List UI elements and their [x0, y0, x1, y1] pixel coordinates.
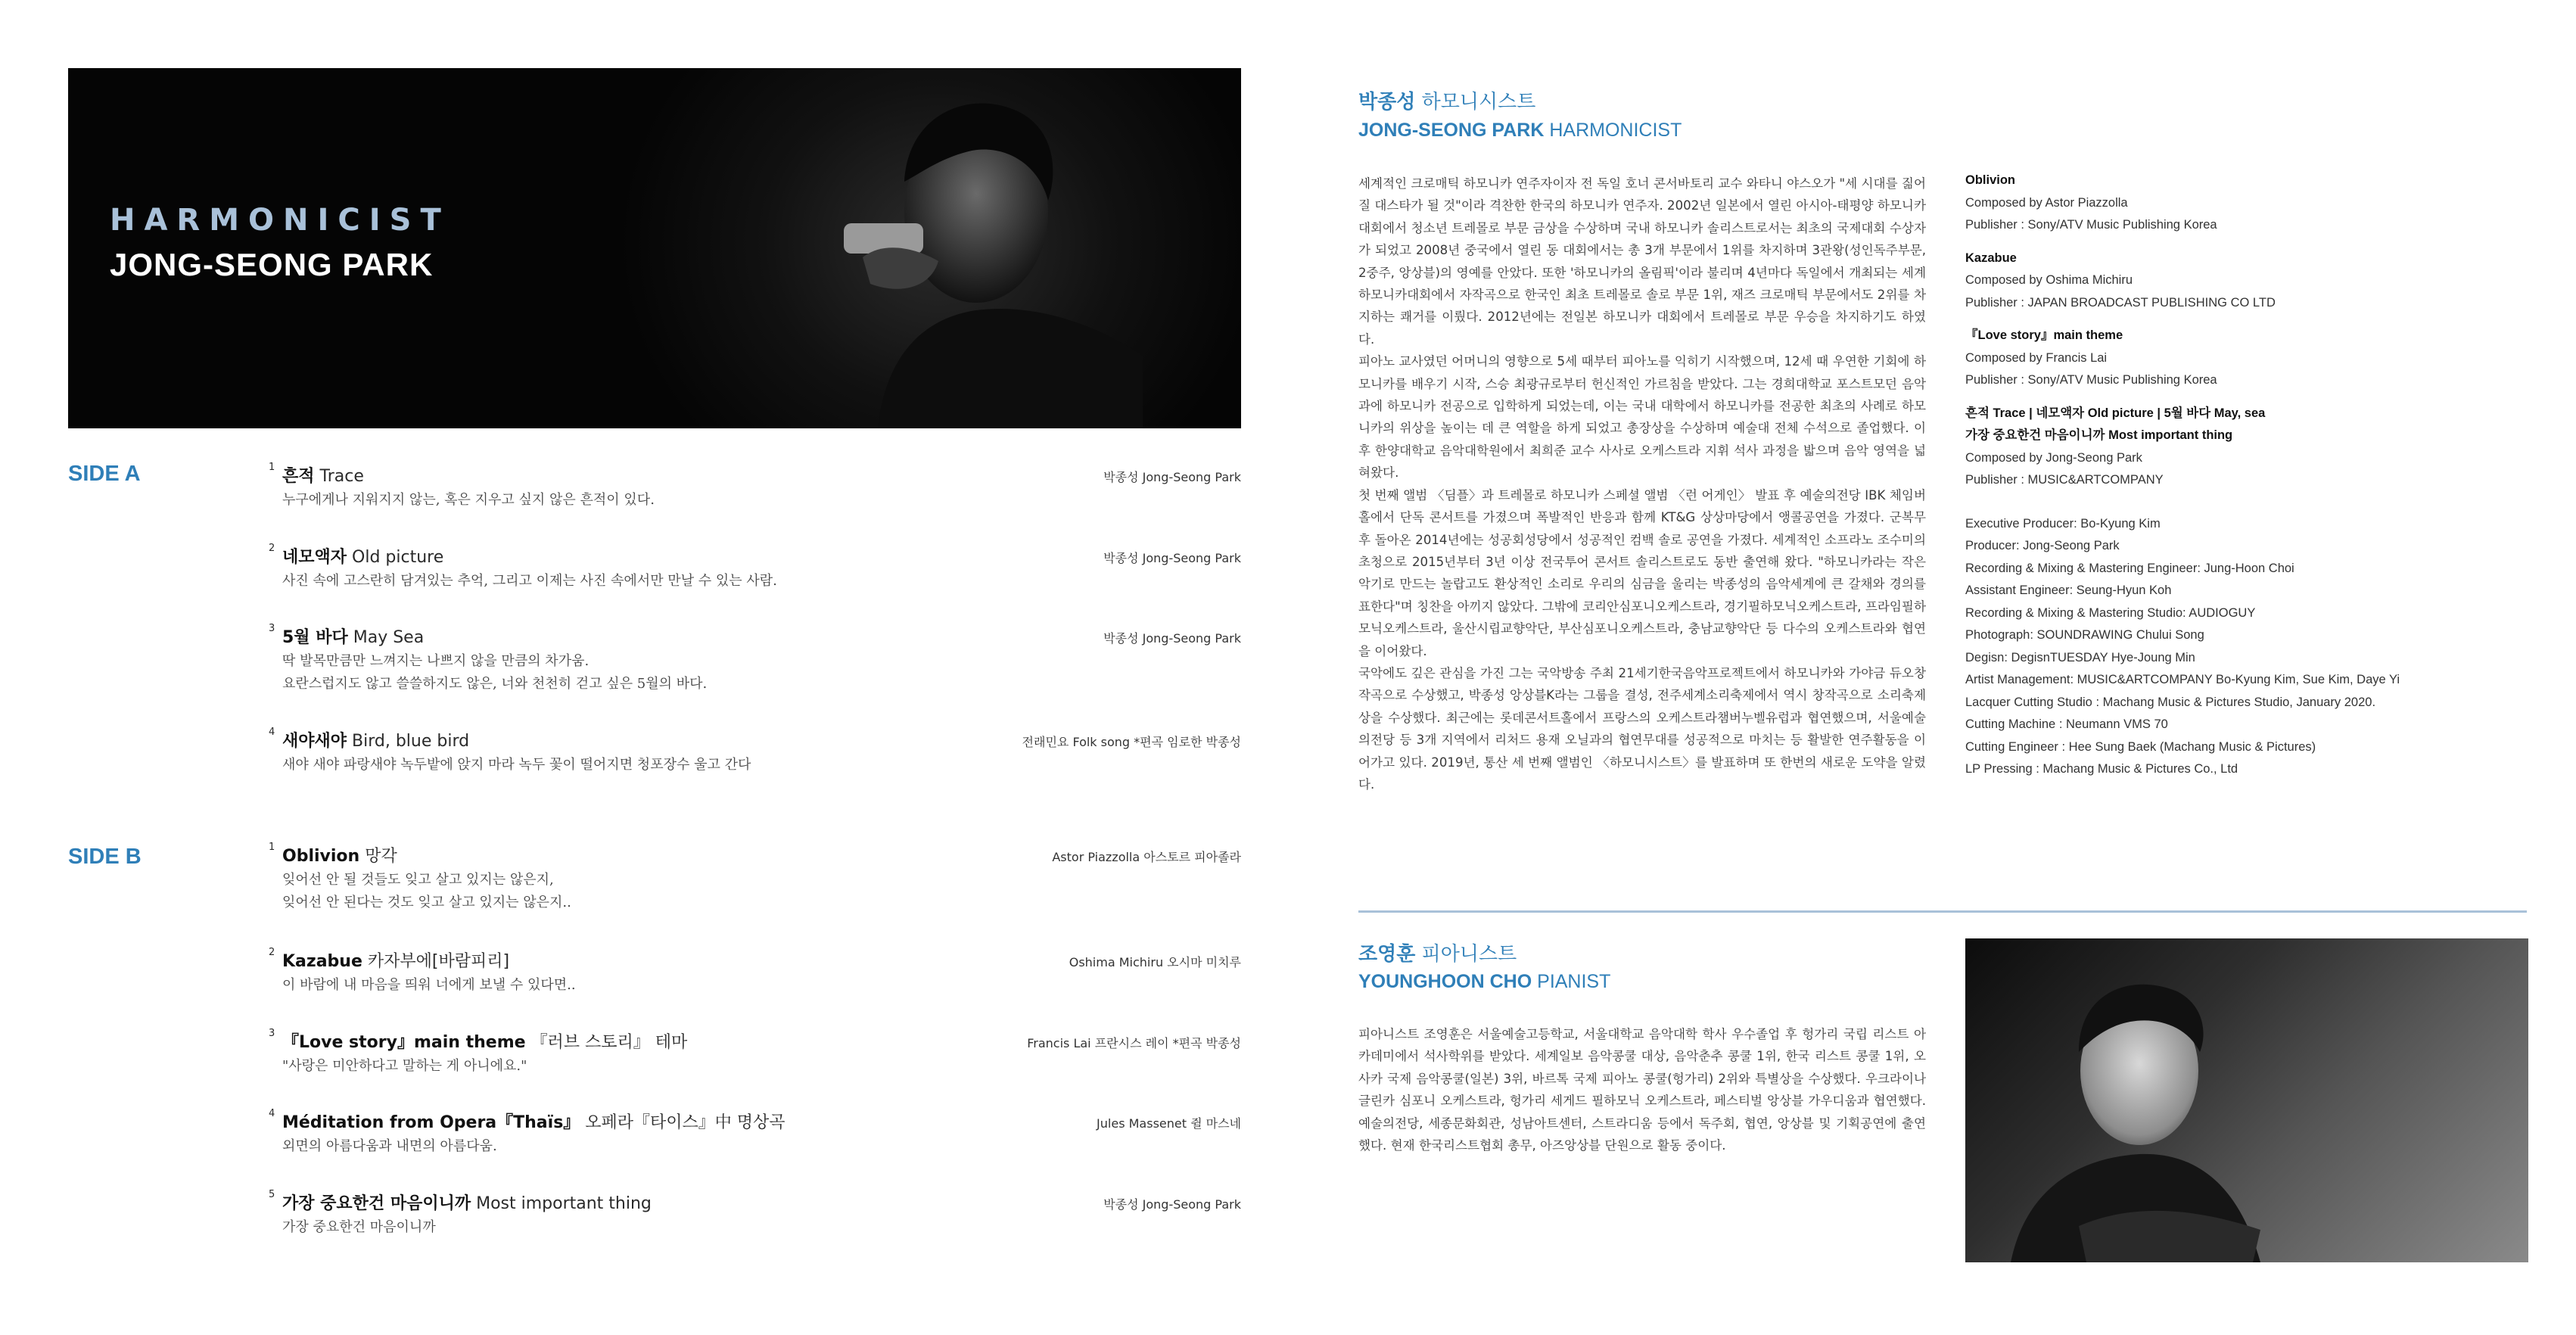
track-credit: 박종성 Jong-Seong Park	[1103, 1197, 1241, 1212]
track-description: 외면의 아름다움과 내면의 아름다움.	[282, 1138, 497, 1154]
track-description: 요란스럽지도 않고 쓸쓸하지도 않은, 너와 천천히 걷고 싶은 5월의 바다.	[282, 676, 708, 692]
credit-block	[1965, 170, 2434, 237]
credit-line: Publisher : MUSIC&ARTCOMPANY	[1965, 473, 2164, 487]
bio-paragraph: 피아니스트 조영훈은 서울예술고등학교, 서울대학교 음악대학 학사 우수졸업 후 헝가리 국립 리스트 아카데미에서 석사학위를 받았다. 세계일보 음악콩쿨 대상, 음악춘추 콩쿨 1위, 한국 리스트 콩쿨 1위, 오사카 국제 음악콩쿨(일본) 3위, 바르톡 국제 피아노 콩쿨(헝가리) 2위와 특별상을 수상했다. 우크라이나 글린카 심포니 오케스트라, 헝가리 세게드 필하모닉 오케스트라, 페스티벌 앙상블 가우디움과 협연했다. 예술의전당, 세종문화회관, 성남아트센터, 스트라디움 등에서 독주회, 협연, 앙상블 및 기획공연에 출연했다. 현재 한국리스트협회 총무, 아즈앙상블 단원으로 활동 중이다.	[1358, 1027, 1926, 1153]
credit-line: Publisher : Sony/ATV Music Publishing Korea	[1965, 218, 2217, 232]
banner-artist-name: JONG-SEONG PARK	[110, 247, 434, 282]
staff-line: LP Pressing : Machang Music & Pictures Co., Ltd	[1965, 762, 2238, 776]
harmonicist-heading-ko: 박종성 하모니시스트	[1358, 91, 1536, 114]
track-number: 2	[269, 543, 275, 554]
track-credit: Jules Massenet 쥘 마스네	[1097, 1116, 1241, 1131]
credit-line: Publisher : Sony/ATV Music Publishing Korea	[1965, 373, 2217, 387]
track-number: 1	[269, 842, 275, 853]
credit-block	[1965, 247, 2434, 315]
track-title: Kazabue 카자부에[바람피리]	[282, 952, 510, 971]
track-b2	[269, 948, 1241, 997]
track-credit: 전래민요 Folk song *편곡 임로한 박종성	[1022, 735, 1241, 749]
track-number: 1	[269, 462, 275, 473]
track-title: Méditation from Opera『Thaïs』 오페라『타이스』中 명상곡	[282, 1113, 786, 1132]
staff-line: Recording & Mixing & Mastering Studio: AUDIOGUY	[1965, 605, 2256, 620]
track-description: 새야 새야 파랑새야 녹두밭에 앉지 마라 녹두 꽃이 떨어지면 청포장수 울고 간다	[282, 757, 751, 773]
credit-title: Oblivion	[1965, 173, 2015, 187]
credit-line: Composed by Astor Piazzolla	[1965, 195, 2128, 210]
track-title: 5월 바다 May Sea	[282, 628, 425, 647]
harmonicist-heading-en: JONG-SEONG PARK HARMONICIST	[1358, 120, 1682, 141]
side-a-label: SIDE A	[68, 462, 141, 486]
track-credit: 박종성 Jong-Seong Park	[1103, 470, 1241, 484]
track-description: 누구에게나 지워지지 않는, 혹은 지우고 싶지 않은 흔적이 있다.	[282, 492, 655, 508]
track-credit: Astor Piazzolla 아스토르 피아졸라	[1052, 850, 1241, 864]
track-title: 가장 중요한건 마음이니까 Most important thing	[282, 1194, 652, 1213]
track-description: 딱 발목만큼만 느껴지는 나쁘지 않을 만큼의 차가움.	[282, 653, 590, 669]
track-number: 4	[269, 1108, 275, 1119]
track-title: 흔적 Trace	[282, 467, 364, 486]
track-credit: 박종성 Jong-Seong Park	[1103, 551, 1241, 565]
staff-line: Photograph: SOUNDRAWING Chului Song	[1965, 628, 2204, 642]
track-number: 3	[269, 1028, 275, 1039]
credit-title: Kazabue	[1965, 251, 2017, 265]
credit-title: 흔적 Trace | 네모액자 Old picture | 5월 바다 May, sea	[1965, 406, 2266, 420]
track-a3	[269, 624, 1241, 696]
track-title: 『Love story』main theme 『러브 스토리』 테마	[282, 1033, 688, 1052]
staff-line: Degisn: DegisnTUESDAY Hye-Joung Min	[1965, 650, 2195, 664]
pianist-figure	[1965, 938, 2528, 1262]
track-b1	[269, 843, 1241, 914]
track-number: 5	[269, 1189, 275, 1200]
staff-line: Executive Producer: Bo-Kyung Kim	[1965, 516, 2161, 531]
credit-title: 『Love story』main theme	[1965, 328, 2123, 342]
staff-line: Artist Management: MUSIC&ARTCOMPANY Bo-Kyung Kim, Sue Kim, Daye Yi	[1965, 673, 2400, 686]
credit-line: Composed by Oshima Michiru	[1965, 273, 2133, 287]
track-number: 3	[269, 623, 275, 634]
staff-line: Assistant Engineer: Seung-Hyun Koh	[1965, 583, 2172, 597]
album-credits	[1965, 170, 2434, 781]
bio-paragraph: 국악에도 깊은 관심을 가진 그는 국악방송 주최 21세기한국음악프로젝트에서 하모니카와 가야금 듀오창작곡으로 수상했고, 박종성 앙상블K라는 그룹을 결성, 전주세계소리축제에서 역시 창작곡으로 소리축제상을 수상했다. 최근에는 롯데콘서트홀에서 프랑스의 오케스트라챔버누벨유럽과 협연했으며, 서울예술의전당 등 3개 지역에서 리처드 용재 오닐과의 협연무대를 성공적으로 마치는 등 활발한 연주활동을 이어가고 있다. 2019년, 통산 세 번째 앨범인 〈하모니시스트〉를 발표하며 또 한번의 새로운 도약을 알렸다.	[1358, 665, 1926, 792]
track-a4	[269, 728, 1241, 776]
cover-banner	[68, 68, 1241, 428]
pianist-heading-en: YOUNGHOON CHO PIANIST	[1358, 971, 1611, 992]
staff-line: Lacquer Cutting Studio : Machang Music & Pictures Studio, January 2020.	[1965, 695, 2376, 709]
pianist-portrait-photo	[1965, 938, 2528, 1262]
credit-block	[1965, 403, 2434, 492]
track-description: 잊어선 안 된다는 것도 잊고 살고 있지는 않은지..	[282, 895, 571, 910]
track-description: 잊어선 안 될 것들도 잊고 살고 있지는 않은지,	[282, 872, 554, 888]
track-number: 4	[269, 727, 275, 738]
track-title: 네모액자 Old picture	[282, 548, 444, 567]
side-b-label: SIDE B	[68, 845, 142, 869]
bio-paragraph: 첫 번째 앨범 〈딤플〉과 트레몰로 하모니카 스페셜 앨범 〈런 어게인〉 발표 후 예술의전당 IBK 체임버홀에서 단독 콘서트를 가졌으며 폭발적인 반응과 함께 KT&G 상상마당에서 앵콜공연을 가졌다. 군복무 후 돌아온 2014년에는 성공회성당에서 성공적인 컴백 솔로 공연을 가졌다. 세계적인 소프라노 조수미의 초청으로 2015년부터 3년 이상 전국투어 콘서트 솔리스트로도 동반 출연해 왔다. "하모니카라는 작은 악기로 만드는 놀랍고도 환상적인 소리로 우리의 심금을 울리는 박종성의 음악세계에 큰 갈채와 경의를 표한다"며 칭찬을 아끼지 않았다. 그밖에 코리안심포니오케스트라, 경기필하모닉오케스트라, 프라임필하모닉오케스트라, 울산시립교향악단, 부산심포니오케스트라, 충남교향악단 등 다수의 오케스트라와 협연을 이어왔다.	[1358, 487, 1926, 658]
bio-paragraph: 세계적인 크로매틱 하모니카 연주자이자 전 독일 호너 콘서바토리 교수 와타니 야스오가 "세 시대를 짊어질 대스타가 될 것"이라 격찬한 한국의 하모니카 연주자. 2002년 일본에서 열린 아시아-태평양 하모니카 대회에서 청소년 트레몰로 부문 금상을 수상하며 국내 하모니카 솔리스트로서는 최초의 국제대회 수상자가 되었고 2008년 중국에서 열린 동 대회에서는 총 3개 부문에서 1위를 차지하며 3관왕(성인독주부문, 2중주, 앙상블)의 영예를 안았다. 또한 '하모니카의 올림픽'이라 불리며 4년마다 독일에서 개최되는 세계 하모니카대회에서 자작곡으로 한국인 최초 트레몰로 솔로 부문 1위, 재즈 크로매틱 부문에서도 2위를 차지하는 쾌거를 이뤘다. 2012년에는 전일본 하모니카 대회에서 트레몰로 부문 우승을 차지하기도 하였다.	[1358, 176, 1926, 347]
pianist-heading-ko: 조영훈 피아니스트	[1358, 943, 1517, 966]
track-description: 이 바람에 내 마음을 띄워 너에게 보낼 수 있다면..	[282, 977, 576, 993]
production-staff	[1965, 513, 2434, 781]
track-description: 가장 중요한건 마음이니까	[282, 1219, 436, 1235]
staff-line: Producer: Jong-Seong Park	[1965, 539, 2120, 552]
track-number: 2	[269, 947, 275, 958]
harmonicist-portrait-photo	[749, 68, 1143, 428]
pianist-bio	[1358, 1023, 1926, 1156]
track-credit: Francis Lai 프란시스 레이 *편곡 박종성	[1027, 1036, 1241, 1050]
harmonicist-bio	[1358, 173, 1926, 795]
track-description: 사진 속에 고스란히 담겨있는 추억, 그리고 이제는 사진 속에서만 만날 수 있는 사람.	[282, 573, 777, 589]
track-title: 새야새야 Bird, blue bird	[282, 732, 470, 751]
track-b5	[269, 1190, 1241, 1239]
track-b4	[269, 1109, 1241, 1158]
banner-kicker: HARMONICIST	[110, 203, 450, 238]
track-a1	[269, 463, 1241, 512]
credit-line: Composed by Francis Lai	[1965, 350, 2108, 365]
credit-line: Composed by Jong-Seong Park	[1965, 450, 2142, 465]
staff-line: Recording & Mixing & Mastering Engineer: Jung-Hoon Choi	[1965, 561, 2294, 575]
section-divider	[1358, 910, 2527, 913]
track-credit: 박종성 Jong-Seong Park	[1103, 631, 1241, 646]
track-a2	[269, 544, 1241, 593]
staff-line: Cutting Engineer : Hee Sung Baek (Machang Music & Pictures)	[1965, 739, 2316, 754]
track-b3	[269, 1029, 1241, 1078]
credit-block	[1965, 325, 2434, 392]
track-credit: Oshima Michiru 오시마 미치루	[1069, 955, 1241, 969]
staff-line: Cutting Machine : Neumann VMS 70	[1965, 717, 2168, 731]
bio-paragraph: 피아노 교사였던 어머니의 영향으로 5세 때부터 피아노를 익히기 시작했으며, 12세 때 우연한 기회에 하모니카를 배우기 시작, 스승 최광규로부터 헌신적인 가르침을 받았다. 그는 경희대학교 포스트모던 음악과에 하모니카 전공으로 입학하게 되었는데, 이는 국내 대학에서 하모니카를 전공한 최초의 사례로 하모니카의 위상을 높이는 데 큰 역할을 하게 되었고 총장상을 수상하며 예술대 전체 수석으로 졸업했다. 이후 한양대학교 음악대학원에서 최희준 교수 사사로 오케스트라 지휘 석사 과정을 밟으며 음악 영역을 넓혀왔다.	[1358, 354, 1926, 481]
track-description: "사랑은 미안하다고 말하는 게 아니에요."	[282, 1058, 527, 1074]
credit-title: 가장 중요한건 마음이니까 Most important thing	[1965, 428, 2233, 442]
track-title: Oblivion 망각	[282, 847, 397, 866]
credit-line: Publisher : JAPAN BROADCAST PUBLISHING CO LTD	[1965, 295, 2276, 310]
